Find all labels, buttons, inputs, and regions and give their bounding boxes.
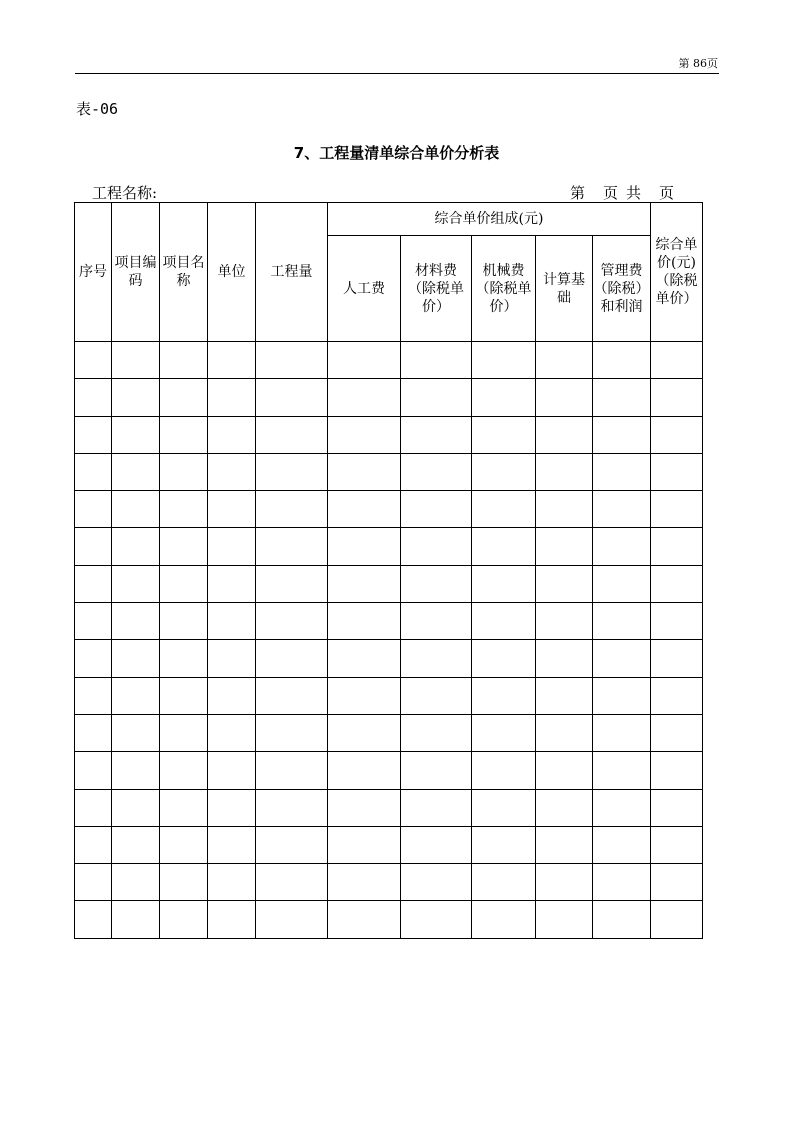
table-cell — [472, 379, 536, 416]
table-body — [75, 342, 703, 939]
table-cell — [593, 342, 651, 379]
table-cell — [536, 714, 593, 751]
table-cell — [256, 379, 328, 416]
table-row — [75, 789, 703, 826]
table-cell — [75, 528, 112, 565]
table-cell — [401, 714, 472, 751]
table-cell — [328, 714, 401, 751]
table-cell — [472, 677, 536, 714]
table-cell — [401, 453, 472, 490]
table-cell — [593, 640, 651, 677]
form-title: 7、工程量清单综合单价分析表 — [293, 144, 500, 162]
table-cell — [401, 789, 472, 826]
table-cell — [160, 379, 208, 416]
table-cell — [401, 752, 472, 789]
table-cell — [112, 528, 160, 565]
table-cell — [112, 640, 160, 677]
table-row — [75, 528, 703, 565]
table-cell — [593, 901, 651, 938]
table-cell — [160, 864, 208, 901]
table-cell — [472, 528, 536, 565]
table-row — [75, 714, 703, 751]
table-cell — [256, 342, 328, 379]
table-cell — [328, 565, 401, 602]
table-cell — [208, 640, 256, 677]
table-cell — [112, 901, 160, 938]
table-cell — [112, 752, 160, 789]
table-cell — [328, 677, 401, 714]
table-cell — [208, 677, 256, 714]
table-cell — [256, 752, 328, 789]
table-cell — [472, 416, 536, 453]
table-cell — [208, 901, 256, 938]
table-cell — [651, 416, 703, 453]
header-rule — [75, 73, 719, 74]
table-cell — [256, 789, 328, 826]
table-cell — [536, 453, 593, 490]
table-cell — [160, 789, 208, 826]
table-cell — [160, 528, 208, 565]
table-cell — [112, 491, 160, 528]
table-cell — [651, 677, 703, 714]
table-cell — [593, 789, 651, 826]
table-cell — [160, 453, 208, 490]
table-cell — [651, 864, 703, 901]
table-cell — [401, 565, 472, 602]
table-cell — [208, 528, 256, 565]
table-cell — [536, 528, 593, 565]
table-cell — [651, 342, 703, 379]
table-cell — [651, 714, 703, 751]
table-row — [75, 640, 703, 677]
table-cell — [328, 864, 401, 901]
table-row — [75, 342, 703, 379]
table-cell — [208, 603, 256, 640]
table-cell — [593, 379, 651, 416]
table-cell — [208, 789, 256, 826]
table-row — [75, 901, 703, 938]
table-cell — [208, 864, 256, 901]
table-cell — [593, 453, 651, 490]
table-cell — [651, 603, 703, 640]
col-header-material: 材料费（除税单价） — [401, 236, 472, 342]
table-cell — [328, 789, 401, 826]
table-cell — [593, 752, 651, 789]
table-cell — [75, 752, 112, 789]
table-cell — [651, 789, 703, 826]
table-row — [75, 826, 703, 863]
table-cell — [328, 603, 401, 640]
table-cell — [328, 416, 401, 453]
table-cell — [328, 826, 401, 863]
table-cell — [256, 491, 328, 528]
table-cell — [208, 752, 256, 789]
col-header-item-code: 项目编码 — [112, 203, 160, 342]
table-cell — [593, 826, 651, 863]
table-cell — [593, 864, 651, 901]
table-cell — [401, 640, 472, 677]
page-info-page2: 页 — [659, 184, 675, 202]
table-cell — [75, 453, 112, 490]
page-info-gong: 共 — [626, 184, 642, 202]
col-header-quantity: 工程量 — [256, 203, 328, 342]
table-cell — [536, 379, 593, 416]
table-cell — [208, 416, 256, 453]
table-cell — [112, 379, 160, 416]
col-header-group: 综合单价组成(元) — [328, 203, 651, 236]
table-cell — [536, 826, 593, 863]
table-cell — [75, 864, 112, 901]
table-cell — [472, 640, 536, 677]
table-cell — [75, 491, 112, 528]
table-row — [75, 565, 703, 602]
table-cell — [208, 342, 256, 379]
table-cell — [160, 491, 208, 528]
table-cell — [112, 714, 160, 751]
col-header-management: 管理费（除税）和利润 — [593, 236, 651, 342]
col-header-base: 计算基础 — [536, 236, 593, 342]
table-cell — [401, 677, 472, 714]
table-cell — [75, 714, 112, 751]
table-cell — [536, 640, 593, 677]
table-cell — [536, 342, 593, 379]
table-cell — [256, 603, 328, 640]
form-code: 表-06 — [76, 100, 119, 118]
table-cell — [112, 453, 160, 490]
table-row — [75, 453, 703, 490]
table-cell — [593, 416, 651, 453]
table-cell — [256, 453, 328, 490]
table-cell — [593, 565, 651, 602]
col-header-unit: 单位 — [208, 203, 256, 342]
table-cell — [593, 528, 651, 565]
table-cell — [160, 342, 208, 379]
col-header-item-name: 项目名称 — [160, 203, 208, 342]
table-cell — [256, 640, 328, 677]
table-cell — [160, 752, 208, 789]
table-cell — [256, 565, 328, 602]
page-info-page1: 页 — [603, 184, 619, 202]
table-cell — [328, 752, 401, 789]
table-cell — [112, 565, 160, 602]
table-cell — [401, 864, 472, 901]
table-cell — [401, 603, 472, 640]
table-cell — [75, 826, 112, 863]
table-cell — [401, 901, 472, 938]
table-cell — [328, 528, 401, 565]
table-cell — [651, 901, 703, 938]
table-cell — [208, 565, 256, 602]
table-cell — [256, 677, 328, 714]
col-header-labor: 人工费 — [328, 236, 401, 342]
table-cell — [593, 603, 651, 640]
table-cell — [208, 714, 256, 751]
table-cell — [160, 714, 208, 751]
table-cell — [112, 603, 160, 640]
table-cell — [536, 416, 593, 453]
table-cell — [328, 379, 401, 416]
table-cell — [75, 640, 112, 677]
table-cell — [160, 416, 208, 453]
table-cell — [112, 677, 160, 714]
table-cell — [256, 826, 328, 863]
table-cell — [256, 714, 328, 751]
table-cell — [208, 826, 256, 863]
table-cell — [472, 453, 536, 490]
table-cell — [256, 901, 328, 938]
table-cell — [593, 491, 651, 528]
table-cell — [401, 342, 472, 379]
table-cell — [75, 901, 112, 938]
table-cell — [472, 565, 536, 602]
table-cell — [208, 491, 256, 528]
table-row — [75, 864, 703, 901]
table-row — [75, 677, 703, 714]
table-cell — [651, 826, 703, 863]
table-cell — [472, 826, 536, 863]
table-row — [75, 379, 703, 416]
table-cell — [112, 416, 160, 453]
table-cell — [256, 864, 328, 901]
table-cell — [112, 826, 160, 863]
table-cell — [75, 677, 112, 714]
table-cell — [536, 789, 593, 826]
table-cell — [472, 342, 536, 379]
table-cell — [328, 453, 401, 490]
table-row — [75, 491, 703, 528]
table-row — [75, 416, 703, 453]
table-cell — [208, 379, 256, 416]
table-cell — [75, 342, 112, 379]
table-cell — [536, 864, 593, 901]
page-info-di: 第 — [570, 184, 586, 202]
unit-price-analysis-table — [74, 202, 703, 939]
table-cell — [651, 528, 703, 565]
table-cell — [75, 379, 112, 416]
table-cell — [472, 752, 536, 789]
table-cell — [536, 491, 593, 528]
table-cell — [536, 677, 593, 714]
table-cell — [112, 342, 160, 379]
table-cell — [160, 901, 208, 938]
table-cell — [536, 752, 593, 789]
table-cell — [208, 453, 256, 490]
table-cell — [401, 416, 472, 453]
table-cell — [112, 864, 160, 901]
table-row — [75, 603, 703, 640]
table-cell — [401, 826, 472, 863]
table-cell — [401, 379, 472, 416]
col-header-seq: 序号 — [75, 203, 112, 342]
table-cell — [651, 453, 703, 490]
table-cell — [160, 677, 208, 714]
table-cell — [472, 714, 536, 751]
table-cell — [593, 677, 651, 714]
table-cell — [112, 789, 160, 826]
table-cell — [472, 491, 536, 528]
table-cell — [472, 901, 536, 938]
table-cell — [75, 565, 112, 602]
table-cell — [328, 342, 401, 379]
project-name-label: 工程名称: — [92, 184, 158, 202]
page-number: 第 86页 — [678, 57, 718, 70]
table-cell — [651, 752, 703, 789]
col-header-total: 综合单价(元)（除税单价） — [651, 203, 703, 342]
table-cell — [472, 789, 536, 826]
table-cell — [536, 565, 593, 602]
table-cell — [256, 416, 328, 453]
table-cell — [256, 528, 328, 565]
table-cell — [651, 565, 703, 602]
table-cell — [75, 416, 112, 453]
table-cell — [75, 603, 112, 640]
table-cell — [651, 491, 703, 528]
col-header-machine: 机械费（除税单价） — [472, 236, 536, 342]
table-cell — [160, 640, 208, 677]
table-cell — [401, 528, 472, 565]
table-cell — [651, 379, 703, 416]
table-cell — [536, 901, 593, 938]
table-cell — [160, 603, 208, 640]
table-row — [75, 752, 703, 789]
table-cell — [75, 789, 112, 826]
page-info — [570, 183, 674, 203]
table-cell — [472, 603, 536, 640]
table-cell — [536, 603, 593, 640]
table-cell — [328, 491, 401, 528]
table-cell — [472, 864, 536, 901]
table-cell — [401, 491, 472, 528]
table-cell — [593, 714, 651, 751]
table-cell — [160, 565, 208, 602]
table-cell — [651, 640, 703, 677]
table-cell — [328, 640, 401, 677]
table-cell — [328, 901, 401, 938]
table-cell — [160, 826, 208, 863]
